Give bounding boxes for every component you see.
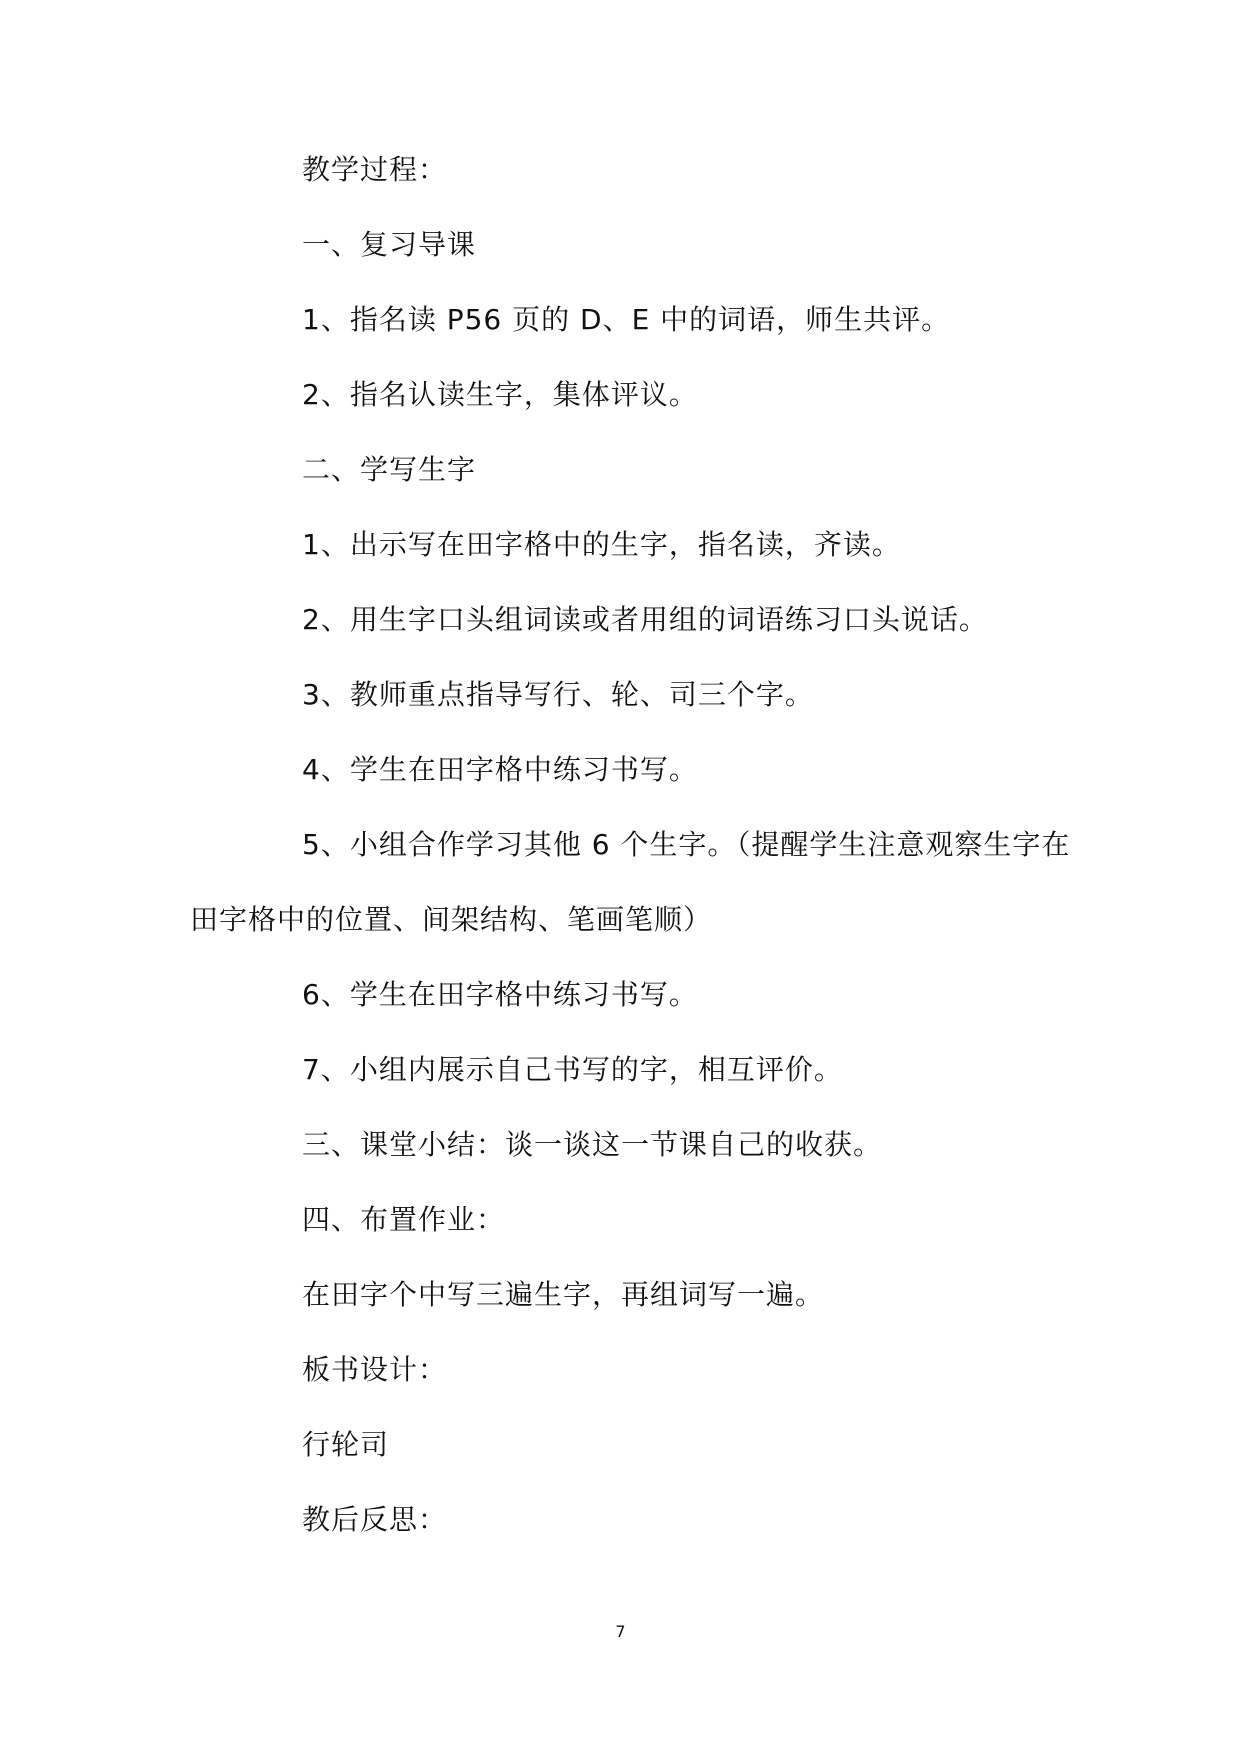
paragraph-line: 4、学生在田字格中练习书写。 bbox=[302, 753, 698, 786]
section-heading-reflection: 教后反思： bbox=[302, 1503, 448, 1536]
section-heading-write-characters: 二、学写生字 bbox=[302, 453, 477, 486]
section-heading-board-design: 板书设计： bbox=[302, 1353, 448, 1386]
section-heading-teaching-process: 教学过程： bbox=[302, 153, 448, 186]
paragraph-line-continuation: 田字格中的位置、间架结构、笔画笔顺） bbox=[190, 903, 713, 936]
section-heading-homework: 四、布置作业： bbox=[302, 1203, 506, 1236]
board-design-characters: 行轮司 bbox=[302, 1428, 390, 1461]
paragraph-line: 在田字个中写三遍生字，再组词写一遍。 bbox=[302, 1278, 825, 1311]
paragraph-line: 3、教师重点指导写行、轮、司三个字。 bbox=[302, 678, 814, 711]
paragraph-line: 2、指名认读生字，集体评议。 bbox=[302, 378, 698, 411]
paragraph-line: 1、出示写在田字格中的生字，指名读，齐读。 bbox=[302, 528, 901, 561]
paragraph-line: 7、小组内展示自己书写的字，相互评价。 bbox=[302, 1053, 843, 1086]
paragraph-line: 6、学生在田字格中练习书写。 bbox=[302, 978, 698, 1011]
section-heading-review: 一、复习导课 bbox=[302, 228, 477, 261]
paragraph-line: 2、用生字口头组词读或者用组的词语练习口头说话。 bbox=[302, 603, 988, 636]
paragraph-line: 5、小组合作学习其他 6 个生字。（提醒学生注意观察生字在 bbox=[302, 828, 1071, 861]
paragraph-line: 1、指名读 P56 页的 D、E 中的词语，师生共评。 bbox=[302, 303, 951, 336]
page-number: 7 bbox=[615, 1622, 626, 1641]
section-heading-summary: 三、课堂小结：谈一谈这一节课自己的收获。 bbox=[302, 1128, 883, 1161]
